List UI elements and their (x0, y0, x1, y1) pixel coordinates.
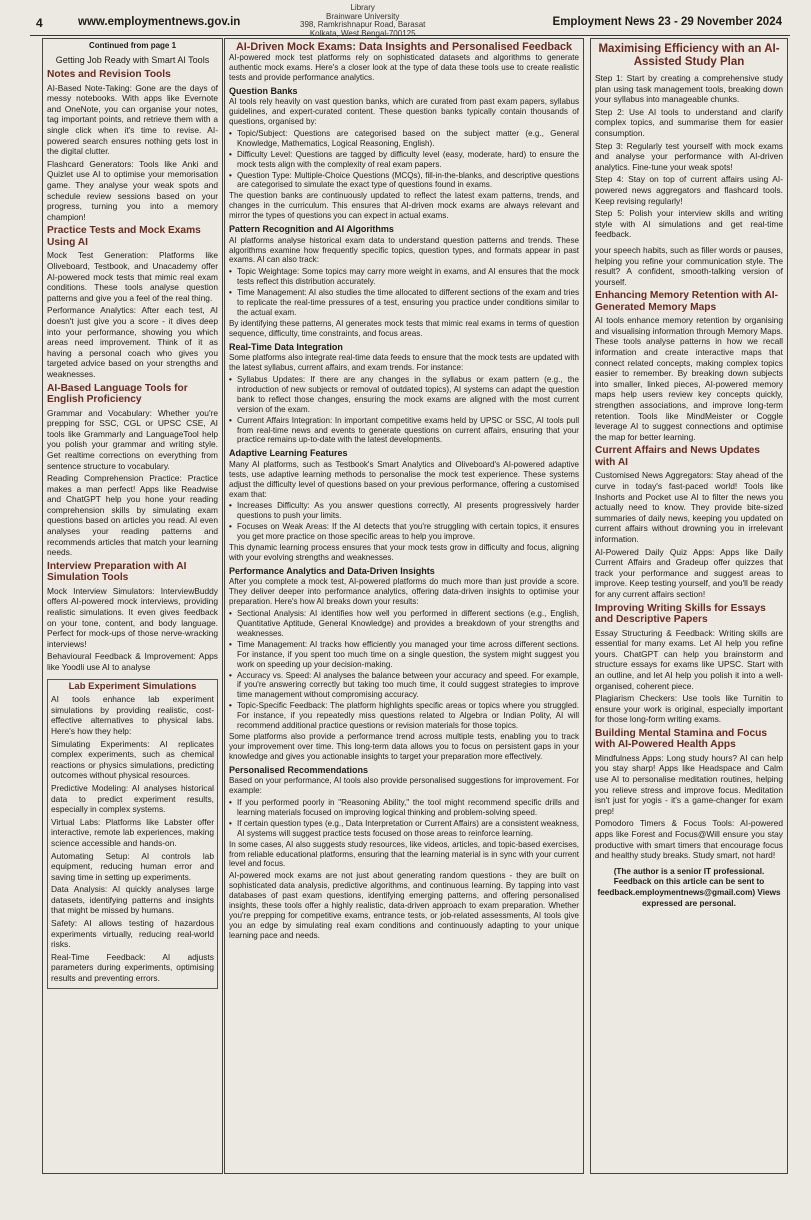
bullet-list (229, 501, 579, 542)
article-subtitle: Getting Job Ready with Smart AI Tools (55, 54, 210, 65)
paragraph: Grammar and Vocabulary: Whether you're prepping for SSC, CGL or UPSC CSE, AI tools like Grammarly and LanguageTool help you polish your grammar and writing style. Get realtime corrections on everything from sentence structure to vocabulary. (47, 407, 218, 471)
section-heading: Personalised Recommendations (229, 764, 369, 775)
paragraph: AI-powered mock test platforms rely on sophisticated datasets and algorithms to generate authentic mock exams. Here's a closer look at the type of data these tools use to create realistic tests and provide performance analytics. (229, 53, 579, 82)
paragraph: After you complete a mock test, AI-powered platforms do much more than just provide a score. They deliver deeper into performance analytics, offering data-driven insights to optimise your preparation. Here's how AI breaks down your results: (229, 577, 579, 607)
paragraph: Simulating Experiments: AI replicates complex experiments, such as chemical reactions or physics simulations, predicting outcomes without physical resources. (51, 738, 214, 781)
list-item: • Current Affairs Integration: In important competitive exams held by UPSC or SSC, AI tools pull from real-time news and events to generate questions on current affairs, ensuring that your practice remains up-to-date with the latest developments. (229, 416, 579, 446)
step-item: Step 4: Stay on top of current affairs using AI-powered news aggregators and flashcard tools. Keep revising regularly! (595, 174, 783, 206)
site-url: www.employmentnews.gov.in (78, 16, 241, 28)
paragraph: Plagiarism Checkers: Use tools like Turnitin to ensure your work is original, especially important for those long-form writing exams. (595, 693, 783, 725)
paragraph: AI-Based Note-Taking: Gone are the days of messy notebooks. With apps like Evernote and OneNote, you can organise your notes, tag important points, and retrieve them with a single click when it's time to revise. AI-powered search ensures nothing gets lost in the digital clutter. (47, 82, 218, 157)
column-left (42, 38, 223, 1174)
step-item: Step 5: Polish your interview skills and writing style with AI simulations and get real-time feedback. (595, 208, 783, 240)
paragraph: Performance Analytics: After each test, AI doesn't just give you a score - it dives deep into your performance, showing you which areas need improvement. Think of it as having a personal coach who gives you targeted advice based on your strengths and weaknesses. (47, 305, 218, 379)
paragraph: By identifying these patterns, AI generates mock tests that mimic real exams in terms of question sequence, difficulty, time constraints, and focus areas. (229, 318, 579, 338)
paragraph: Customised News Aggregators: Stay ahead of the curve in today's fast-paced world! Tools like Inshorts and Pocket use AI to filter the news you actually need to know. They provide bite-sized summaries of daily news, keeping you updated on current affairs without drowning you in irrelevant information. (595, 470, 783, 544)
paragraph: The question banks are continuously updated to reflect the latest exam patterns, trends, and changes in the curriculum. This ensures that AI-driven mock exams are always relevant and mirror the types of questions you can expect in actual exams. (229, 191, 579, 221)
bullet-list (229, 375, 579, 445)
paragraph: AI platforms analyse historical exam data to understand question patterns and trends. These algorithms examine how frequently specific topics, question types, and formats appear in past exams. AI can also track: (229, 235, 579, 265)
paragraph: Reading Comprehension Practice: Practice makes a man perfect! Apps like Readwise and ChatGPT help you hone your reading comprehension skills by simulating exam questions based on articles you read. AI even analyses your reading patterns and recommends articles that match your learning needs. (47, 473, 218, 558)
paragraph: Predictive Modeling: AI analyses historical data to predict experiment results, especially in complex systems. (51, 782, 214, 815)
article-title: AI-Driven Mock Exams: Data Insights and Personalised Feedback (235, 41, 572, 53)
list-item: • Topic/Subject: Questions are categorised based on the subject matter (e.g., General Knowledge, Mathematics, Logical Reasoning, English). (229, 129, 579, 149)
section-heading: Practice Tests and Mock Exams Using AI (47, 225, 201, 248)
lab-simulations-box (47, 679, 218, 989)
step-item: Step 1: Start by creating a comprehensive study plan using task management tools, breaking down your syllabus into manageable chunks. (595, 73, 783, 105)
bullet-list (229, 129, 579, 190)
paragraph: AI-Powered Daily Quiz Apps: Apps like Daily Current Affairs and Gradeup offer quizzes that track your performance and suggest areas to improve. Keep testing yourself, and you'll be ready for any current affairs section! (595, 546, 783, 599)
edition-date: Employment News 23 - 29 November 2024 (552, 16, 782, 28)
paragraph: Data Analysis: AI quickly analyses large datasets, identifying patterns and insights that might be missed by humans. (51, 884, 214, 916)
list-item: • If certain question types (e.g., Data Interpretation or Current Affairs) are a consistent weakness, AI systems will suggest practice tests focused on those areas to reinforce learning. (229, 819, 579, 839)
paragraph: AI tools rely heavily on vast question banks, which are curated from past exam papers, syllabus guidelines, and expert-curated content. These question banks typically contain thousands of questions, organised by: (229, 97, 579, 127)
paragraph: AI tools enhance memory retention by organising and visualising information through Memory Maps. These tools analyse patterns in how we recall information and create interactive maps that connect related concepts, making complex topics easier to remember. By breaking down subjects into smaller, linked pieces, AI-powered memory maps help users review key concepts quickly, strengthen associations, and improve long-term retention. Tools like MindMeister or Coggle leverage AI to suggest connections and optimise the map for better learning. (595, 315, 783, 442)
page-number: 4 (36, 16, 43, 30)
section-heading: AI-Based Language Tools for English Proficiency (47, 382, 188, 406)
step-item: Step 3: Regularly test yourself with mock exams and analyse your performance with AI-driven analytics. Fine-tune your weak spots! (595, 140, 783, 172)
list-item: • Focuses on Weak Areas: If the AI detects that you're struggling with certain topics, it ensures you get more practice on those specific areas to help you improve. (229, 522, 579, 542)
paragraph: Flashcard Generators: Tools like Anki and Quizlet use AI to optimise your memorisation game. They analyse your weak spots and schedule review sessions based on your progress, turning you into a memory champion! (47, 158, 218, 222)
paragraph: Behavioural Feedback & Improvement: Apps like Yoodli use AI to analyse (47, 651, 218, 672)
bullet-list (229, 267, 579, 318)
bullet-list (229, 609, 579, 731)
paragraph: Mock Interview Simulators: InterviewBuddy offers AI-powered mock interviews, providing realistic simulations. It even gives feedback on your tone, content, and body language. Perfect for mock-ups of those nerve-wracking interviews! (47, 585, 218, 649)
list-item: • If you performed poorly in "Reasoning Ability," the tool might recommend specific drills and learning materials focused on improving logical thinking and problem-solving speed. (229, 798, 579, 818)
article-title: Maximising Efficiency with an AI-Assisted Study Plan (598, 43, 780, 68)
column-right (590, 38, 788, 1174)
paragraph: In some cases, AI also suggests study resources, like videos, articles, and topic-based exercises, from reliable educational platforms, ensuring that the learning material is in sync with your current level and focus. (229, 839, 579, 869)
section-heading: Real-Time Data Integration (229, 341, 343, 352)
list-item: • Increases Difficulty: As you answer questions correctly, AI presents progressively harder questions to push your limits. (229, 501, 579, 521)
box-title: Lab Experiment Simulations (68, 680, 197, 692)
section-heading: Enhancing Memory Retention with AI-Generated Memory Maps (595, 290, 779, 313)
paragraph: Virtual Labs: Platforms like Labster offer interactive, remote lab experiences, making science accessible and hands-on. (51, 816, 214, 848)
paragraph: Mock Test Generation: Platforms like Oliveboard, Testbook, and Unacademy offer AI-powered mock tests that mimic real exam conditions. These tools analyse question patterns and give you a feel of the real thing. (47, 250, 218, 303)
paragraph: Real-Time Feedback: AI adjusts parameters during experiments, optimising results and preventing errors. (51, 951, 214, 984)
section-heading: Question Banks (229, 85, 298, 96)
section-heading: Improving Writing Skills for Essays and Descriptive Papers (595, 602, 766, 626)
column-center (224, 38, 584, 1174)
paragraph: Essay Structuring & Feedback: Writing skills are essential for many exams. Let AI help you refine yours. ChatGPT can help you brainstorm and structure essays for exams like UPSC. Start with an outline, and let AI help you polish it into a well-organised, coherent piece. (595, 627, 783, 691)
step-item: Step 2: Use AI tools to understand and clarify complex topics, and summarise them for easier consumption. (595, 106, 783, 138)
paragraph: AI tools enhance lab experiment simulations by providing realistic, cost-effective alternatives to physical labs. Here's how they help: (51, 694, 214, 736)
section-heading: Performance Analytics and Data-Driven Insights (229, 565, 435, 576)
list-item: • Sectional Analysis: AI identifies how well you performed in different sections (e.g., English, Quantitative Aptitude, General Knowledge) and provides a breakdown of your strengths and weaknesses. (229, 609, 579, 639)
section-heading: Adaptive Learning Features (229, 448, 348, 459)
paragraph: Pomodoro Timers & Focus Tools: AI-powered apps like Forest and Focus@Will ensure you stay productive with smart timers that encourage focus and healthy study breaks. Study smart, not hard! (595, 818, 783, 861)
paragraph: Safety: AI allows testing of hazardous experiments virtually, reducing real-world risks. (51, 918, 214, 950)
paragraph: Some platforms also provide a performance trend across multiple tests, enabling you to track your improvement over time. This long-term data allows you to focus on persistent gaps in your knowledge and gives you actionable insights to target your preparation more effectively. (229, 731, 579, 761)
paragraph: Automating Setup: AI controls lab equipment, reducing human error and saving time in setting up experiments. (51, 850, 214, 882)
paragraph: Mindfulness Apps: Long study hours? AI can help you stay sharp! Apps like Headspace and Calm use AI to personalise meditation routines, helping you relieve stress and improve focus. Meditation isn't just for yogis - it's a game-changer for exam prep! (595, 752, 783, 816)
page-header (30, 3, 790, 38)
list-item: • Accuracy vs. Speed: AI analyses the balance between your accuracy and speed. For example, if you're answering correctly but taking too much time, it could suggest strategies to improve time management without compromising accuracy. (229, 671, 579, 701)
section-heading: Interview Preparation with AI Simulation Tools (47, 560, 187, 584)
paragraph: Some platforms also integrate real-time data feeds to ensure that the mock tests are updated with the latest syllabus, current affairs, and exam trends. For instance: (229, 353, 579, 373)
author-note: (The author is a senior IT professional. Feedback on this article can be sent to feedback.employmentnews@gmail.com) Views expressed are personal. (597, 866, 781, 908)
paragraph: This dynamic learning process ensures that your mock tests grow in difficulty and focus, aligning with your evolving strengths and weaknesses. (229, 543, 579, 562)
list-item: • Difficulty Level: Questions are tagged by difficulty level (easy, moderate, hard) to ensure the mock tests align with the complexity of real exam papers. (229, 150, 579, 170)
bullet-list (229, 798, 579, 839)
section-heading: Current Affairs and News Updates with AI (595, 445, 760, 468)
list-item: • Topic-Specific Feedback: The platform highlights specific areas or topics where you struggled. For instance, if you repeatedly miss questions related to Algebra or Indian Polity, AI will recommend additional practice questions or revision materials for those topics. (229, 701, 579, 731)
library-stamp: Library Brainware University 398, Ramkrishnapur Road, Barasat Kolkata, West Bengal-700125 (300, 3, 426, 38)
paragraph: your speech habits, such as filler words or pauses, helping you refine your communication style. The result? A confident, smooth-talking version of yourself. (595, 244, 783, 287)
paragraph: AI-powered mock exams are not just about generating random questions - they are built on sophisticated data analysis, predictive algorithms, and continuous learning. By tapping into vast databases of past exam questions, identifying emerging patterns, and offering personalised insights, these tools offer a highly realistic, data-driven approach to exam preparation. Whether you're prepping for competitive exams, entrance tests, or job-related assessments, AI tools give you an edge by simulating real exam conditions and continuously adapting to your unique learning pace and needs. (229, 871, 579, 940)
list-item: • Question Type: Multiple-Choice Questions (MCQs), fill-in-the-blanks, and descriptive questions are categorised to simulate the exact type of questions found in exams. (229, 171, 579, 191)
paragraph: Based on your performance, AI tools also provide personalised suggestions for improvement. For example: (229, 776, 579, 796)
section-heading: Notes and Revision Tools (47, 69, 171, 81)
list-item: • Topic Weightage: Some topics may carry more weight in exams, and AI ensures that the mock tests reflect this distribution accurately. (229, 267, 579, 287)
section-heading: Pattern Recognition and AI Algorithms (229, 224, 394, 235)
continued-note: Continued from page 1 (88, 41, 177, 50)
list-item: • Time Management: AI tracks how efficiently you managed your time across different sections. For instance, if you spent too much time on a single question, the system might suggest you work on speeding up your decision-making. (229, 640, 579, 670)
list-item: • Time Management: AI also studies the time allocated to different sections of the exam and tries to replicate the real-time pressures of a test, ensuring you practice under conditions similar to the actual exam. (229, 288, 579, 318)
section-heading: Building Mental Stamina and Focus with AI-Powered Health Apps (595, 727, 768, 751)
paragraph: Many AI platforms, such as Testbook's Smart Analytics and Oliveboard's AI-powered adaptive tests, use adaptive learning methods to personalise the mock test experience. These systems adjust the difficulty level of questions based on your previous performance, offering a customised exam that: (229, 459, 579, 499)
list-item: • Syllabus Updates: If there are any changes in the syllabus or exam pattern (e.g., the introduction of new subjects or removal of outdated topics), AI systems can adapt the question bank to reflect those changes, ensuring the mock exams are aligned with the most current version of the exam. (229, 375, 579, 415)
